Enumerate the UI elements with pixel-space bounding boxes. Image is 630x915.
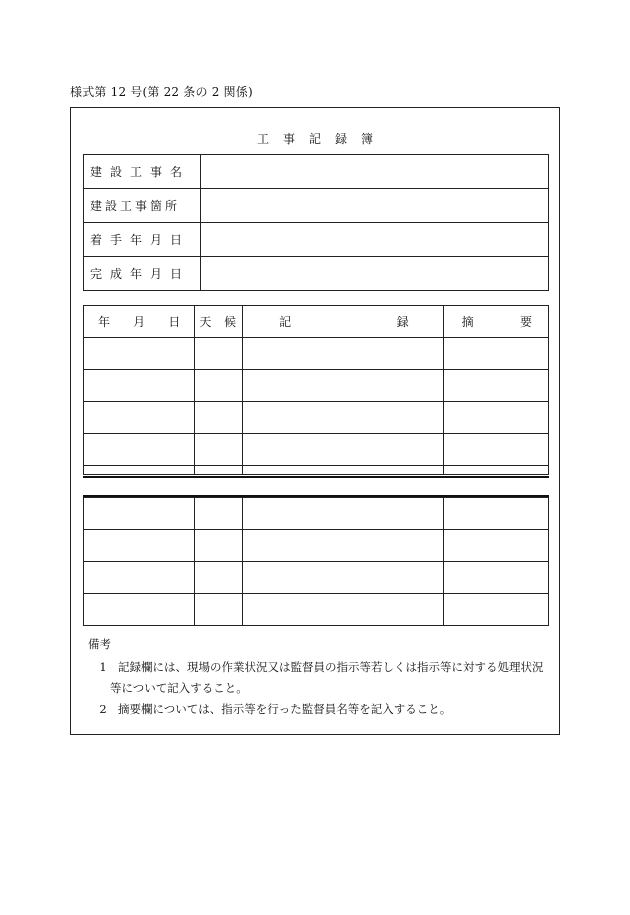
header-record-char: 録 [396, 315, 409, 329]
header-weather-char: 候 [224, 315, 237, 329]
header-weather [195, 306, 243, 338]
info-row-start-date [84, 223, 549, 257]
cell-record[interactable] [243, 434, 443, 466]
cell-summary[interactable] [443, 562, 548, 594]
cell-summary[interactable] [443, 530, 548, 562]
header-weather-char: 天 [199, 315, 212, 329]
cell-weather[interactable] [195, 370, 243, 402]
log-row [84, 498, 549, 530]
log-header-row [84, 306, 549, 338]
remarks-item-continuation: 等について記入すること。 [110, 681, 248, 695]
header-summary [443, 306, 548, 338]
remarks-item [88, 657, 548, 678]
work-log-table-upper [83, 305, 549, 475]
info-row-completion-date [84, 257, 549, 291]
cell-date[interactable] [84, 594, 195, 626]
record-book-frame [70, 107, 560, 735]
header-date-month: 月 [133, 315, 146, 329]
info-label: 着手年月日 [84, 223, 201, 257]
form-reference: 様式第 12 号(第 22 条の 2 関係) [70, 85, 253, 99]
remarks-item-text: 記録欄には、現場の作業状況又は監督員の指示等若しくは指示等に対する処理状況 [118, 660, 544, 674]
cell-date[interactable] [84, 498, 195, 530]
cell-date[interactable] [84, 402, 195, 434]
header-record-char: 記 [279, 315, 292, 329]
continuation-break-line [83, 476, 549, 478]
cell-date[interactable] [84, 338, 195, 370]
cell-record[interactable] [242, 498, 443, 530]
cell-record[interactable] [242, 594, 443, 626]
cell-date[interactable] [84, 370, 195, 402]
remarks-heading: 備考 [88, 637, 111, 651]
info-label: 完成年月日 [84, 257, 201, 291]
header-date [84, 306, 195, 338]
log-row [84, 530, 549, 562]
info-label: 建設工事名 [84, 155, 201, 189]
remarks-item-number: 1 [99, 660, 107, 674]
cell-weather[interactable] [195, 498, 243, 530]
info-label: 建設工事箇所 [84, 189, 201, 223]
remarks-item-text: 摘要欄については、指示等を行った監督員名等を記入すること。 [118, 702, 452, 716]
header-record [243, 306, 443, 338]
page-title: 工事記録簿 [256, 132, 387, 146]
cell-record[interactable] [242, 562, 443, 594]
cell-summary[interactable] [443, 402, 548, 434]
cell-record[interactable] [242, 530, 443, 562]
log-row [84, 402, 549, 434]
remarks-item-number: 2 [99, 702, 107, 716]
cell-date[interactable] [84, 434, 195, 466]
cell-record[interactable] [243, 402, 443, 434]
log-row [84, 434, 549, 466]
cell-record[interactable] [243, 338, 443, 370]
cell-date[interactable] [84, 530, 195, 562]
cell-record[interactable] [243, 370, 443, 402]
cell-date[interactable] [84, 562, 195, 594]
log-row-partial [84, 466, 549, 475]
cell-weather[interactable] [195, 530, 243, 562]
header-summary-char: 摘 [461, 315, 474, 329]
cell-summary[interactable] [443, 338, 548, 370]
header-summary-char: 要 [519, 315, 532, 329]
log-row [84, 562, 549, 594]
remarks-section [88, 634, 548, 720]
cell-summary[interactable] [443, 498, 548, 530]
log-row [84, 594, 549, 626]
cell-summary[interactable] [443, 434, 548, 466]
cell-weather[interactable] [195, 434, 243, 466]
cell-summary[interactable] [443, 370, 548, 402]
log-row [84, 338, 549, 370]
project-info-table [83, 154, 549, 291]
cell-weather[interactable] [195, 562, 243, 594]
cell-weather[interactable] [195, 338, 243, 370]
info-row-project-location [84, 189, 549, 223]
remarks-item [88, 699, 548, 720]
info-value-field[interactable] [201, 257, 549, 291]
header-date-year: 年 [98, 315, 111, 329]
info-value-field[interactable] [201, 223, 549, 257]
log-row [84, 370, 549, 402]
info-value-field[interactable] [201, 155, 549, 189]
cell-summary[interactable] [443, 594, 548, 626]
work-log-table-lower [83, 497, 549, 626]
header-date-day: 日 [168, 315, 181, 329]
info-row-project-name [84, 155, 549, 189]
cell-weather[interactable] [195, 594, 243, 626]
info-value-field[interactable] [201, 189, 549, 223]
cell-weather[interactable] [195, 402, 243, 434]
